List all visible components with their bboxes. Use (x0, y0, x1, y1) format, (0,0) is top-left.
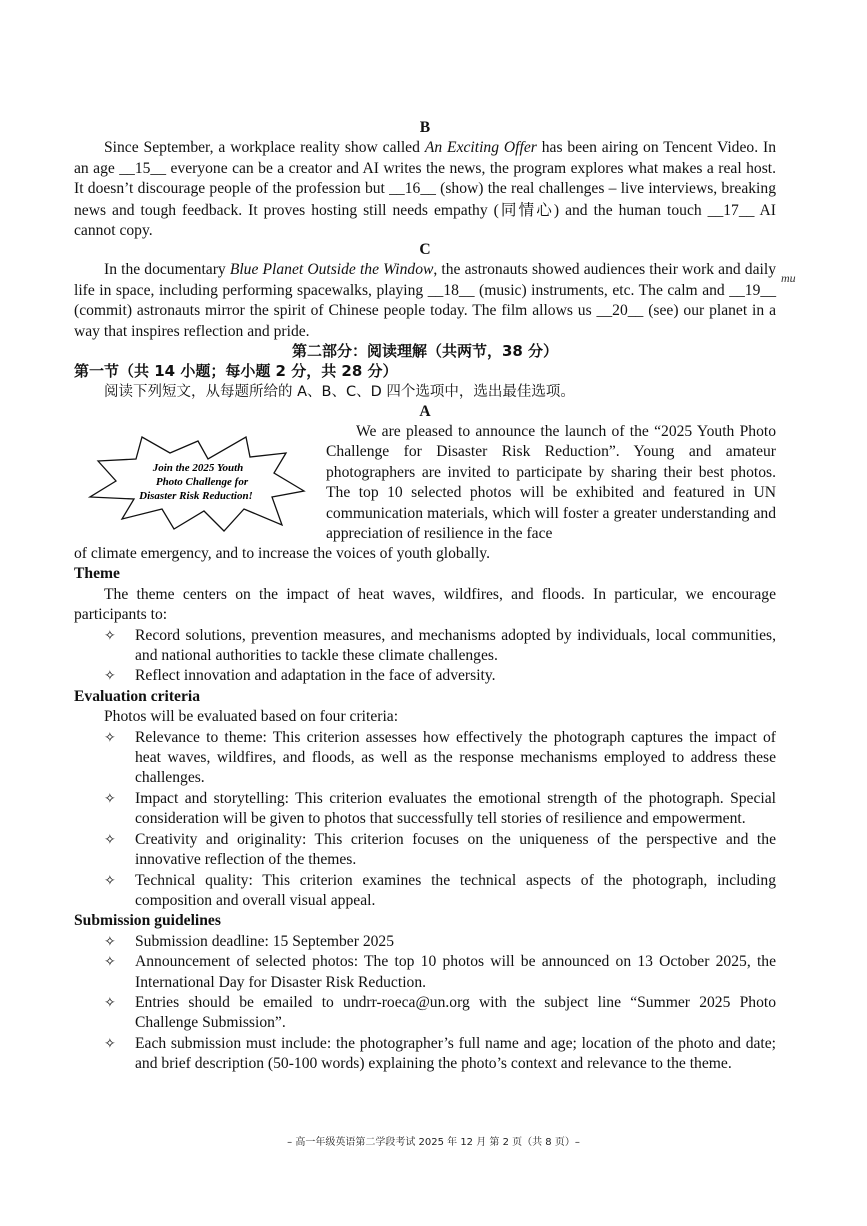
list-item (74, 789, 776, 830)
bullet-icon: ✧ (104, 954, 116, 971)
sub-item-1: Submission deadline: 15 September 2025 (135, 932, 395, 950)
list-item (74, 871, 776, 912)
section-b (74, 118, 776, 241)
evaluation-list (74, 728, 776, 912)
page-footer: – 高一年级英语第二学段考试 2025 年 12 月 第 2 页（共 8 页）– (287, 1137, 580, 1148)
section-c-paragraph (74, 260, 776, 342)
section-b-paragraph (74, 138, 776, 241)
part2-instruction: 阅读下列短文，从每题所给的 A、B、C、D 四个选项中，选出最佳选项。 (104, 383, 575, 400)
bullet-icon: ✧ (104, 627, 116, 644)
passage-a-title: A (419, 403, 431, 421)
section-c (74, 240, 776, 342)
bullet-icon: ✧ (104, 1035, 116, 1052)
bullet-icon: ✧ (104, 994, 116, 1011)
intro-continuation: of climate emergency, and to increase the voices of youth globally. (74, 545, 490, 562)
evaluation-text: Photos will be evaluated based on four criteria: (104, 708, 399, 726)
margin-handwriting: mu (781, 271, 796, 285)
section-c-title: C (419, 241, 431, 258)
bullet-icon: ✧ (104, 872, 116, 889)
bullet-icon: ✧ (104, 790, 116, 807)
list-item (74, 1034, 776, 1075)
eval-item-4: Technical quality: This criterion examines the technical aspects of the photograph, including composition and overall visual appeal. (135, 871, 776, 909)
section-c-text-2: , the astronauts showed audiences their work and daily life in space, including performing spacewalks, playing __18__ (music) instruments, etc. The calm and __19__ (commit) astronauts mirror the spirit of Chinese people today. The film allows us __20__ (see) our planet in a way that inspires reflection and pride. (74, 261, 776, 340)
documentary-name: Blue Planet Outside the Window (229, 261, 434, 279)
theme-list (74, 626, 776, 687)
section-b-text-1: Since September, a workplace reality show called (104, 139, 425, 157)
show-name: An Exciting Offer (424, 139, 537, 157)
list-item (74, 952, 776, 993)
theme-text: The theme centers on the impact of heat waves, wildfires, and floods. In particular, we encourage participants to: (74, 585, 776, 624)
evaluation-heading: Evaluation criteria (74, 687, 201, 705)
banner-line-2: Photo Challenge for (155, 476, 249, 488)
list-item (74, 626, 776, 667)
theme-item-1: Record solutions, prevention measures, and mechanisms adopted by individuals, local communities, and national authorities to tackle these climate challenges. (135, 626, 776, 665)
list-item (74, 993, 776, 1034)
banner-line-3: Disaster Risk Reduction! (139, 490, 253, 502)
section-b-text-2: has been airing on Tencent Video. In an age __15__ everyone can be a creator and AI writes the news, the program explores what makes a real host. It doesn’t discourage people of the profession but __16__ (show) the real challenges – live interviews, breaking news and tough feedback. It proves hosting still needs empathy ( (74, 139, 776, 219)
list-item (74, 666, 776, 686)
bullet-icon: ✧ (104, 729, 116, 746)
part2-subheading: 第一节（共 14 小题；每小题 2 分，共 28 分） (74, 362, 398, 381)
intro-text: We are pleased to announce the launch of the “2025 Youth Photo Challenge for Disaster Risk Reduction”. Young and amateur photographers are invited to participate by sharing their best photos. The top 10 selected photos will be exhibited and featured in UN communication materials, which will foster a greater understanding and appreciation of resilience in the face (326, 423, 776, 543)
sub-item-4: Each submission must include: the photographer’s full name and age; location of the photo and date; and brief description (50-100 words) explaining the photo’s context and relevance to the theme. (135, 1034, 776, 1073)
passage-a-body (74, 544, 776, 1075)
bullet-icon: ✧ (104, 933, 116, 950)
passage-a-intro (326, 422, 776, 544)
eval-item-2: Impact and storytelling: This criterion evaluates the emotional strength of the photograph. Special consideration will be given to photos that successfully tell stories of resilience and empowerment. (135, 789, 776, 828)
submission-list (74, 932, 776, 1075)
submission-heading: Submission guidelines (74, 912, 221, 930)
part2-header (74, 341, 776, 423)
list-item (74, 728, 776, 789)
cjk-gloss: 同情心 (498, 200, 554, 219)
section-b-text-3: ) and the human touch __17__ AI cannot copy. (74, 201, 776, 240)
eval-item-3: Creativity and originality: This criterion focuses on the uniqueness of the perspective and the innovative reflection of the themes. (135, 830, 776, 869)
theme-item-2: Reflect innovation and adaptation in the face of adversity. (135, 667, 496, 685)
sub-item-2: Announcement of selected photos: The top 10 photos will be announced on 13 October 2025, the International Day for Disaster Risk Reduction. (135, 953, 776, 991)
sub-item-3: Entries should be emailed to undrr-roeca@un.org with the subject line “Summer 2025 Photo Challenge Submission”. (135, 993, 776, 1032)
list-item (74, 830, 776, 871)
section-b-title: B (419, 119, 431, 136)
section-c-text-1: In the documentary (104, 261, 230, 279)
bullet-icon: ✧ (104, 668, 116, 685)
bullet-icon: ✧ (104, 831, 116, 848)
list-item (74, 932, 776, 952)
eval-item-1: Relevance to theme: This criterion assesses how effectively the photograph captures the impact of heat waves, wildfires, and floods, as well as the response mechanisms employed to address these challenges. (135, 728, 776, 787)
banner-line-1: Join the 2025 Youth (152, 462, 244, 474)
challenge-banner (86, 433, 308, 537)
part2-heading: 第二部分：阅读理解（共两节，38 分） (291, 342, 559, 360)
theme-heading: Theme (74, 565, 120, 583)
